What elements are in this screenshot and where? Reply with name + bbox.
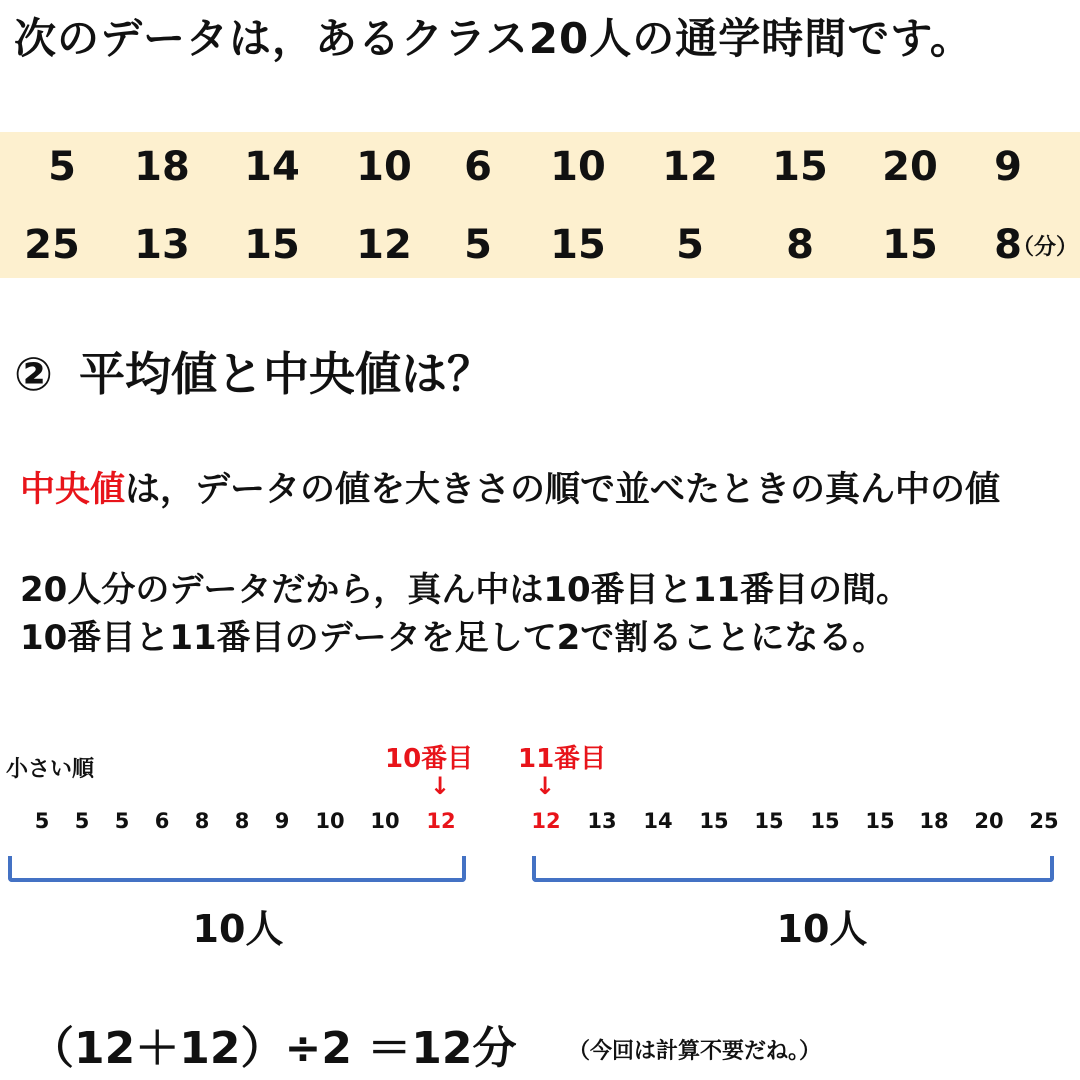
sorted-value: 20 [974,809,1004,833]
sorted-value: 5 [34,809,50,833]
sorted-value: 5 [114,809,130,833]
left-group-bracket [8,856,466,882]
ordinal-11-label: 11番目 [518,744,607,774]
right-group-count: 10人 [776,907,868,951]
calculation-note: （今回は計算不要だね。） [568,1039,822,1064]
data-value: 14 [244,144,300,190]
data-value: 6 [464,144,492,190]
sorted-value-10th: 12 [426,809,456,833]
arrow-down-icon: ↓ [430,772,451,800]
sorted-value: 15 [810,809,840,833]
arrow-down-icon: ↓ [535,772,556,800]
sorted-value: 6 [154,809,170,833]
calculation: （12＋12）÷2 ＝12分 [30,1023,517,1074]
data-value: 12 [356,222,412,268]
sorted-value: 15 [865,809,895,833]
question-number: ② [14,347,53,401]
sorted-value: 15 [699,809,729,833]
sorted-label: 小さい順 [6,757,95,782]
data-value: 13 [134,222,190,268]
data-table [0,132,1080,278]
unit-label: （分） [1012,235,1079,260]
definition-text: は，データの値を大きさの順で並べたときの真ん中の値 [125,470,1001,510]
data-value: 5 [48,144,76,190]
data-value: 25 [24,222,80,268]
sorted-value: 9 [274,809,290,833]
left-group-count: 10人 [192,907,284,951]
ordinal-10-label: 10番目 [385,744,474,774]
sorted-value: 18 [919,809,949,833]
sorted-value: 5 [74,809,90,833]
data-value: 15 [882,222,938,268]
sorted-value: 15 [754,809,784,833]
data-value: 18 [134,144,190,190]
data-value: 15 [244,222,300,268]
data-value: 8 [786,222,814,268]
sorted-value: 8 [194,809,210,833]
data-value: 10 [356,144,412,190]
median-definition [20,462,1000,512]
data-value: 20 [882,144,938,190]
data-value: 8 [994,222,1022,268]
data-value: 5 [676,222,704,268]
sorted-value: 10 [370,809,400,833]
explanation-line-2: 10番目と11番目のデータを足して2で割ることになる。 [20,618,887,658]
sorted-value-11th: 12 [531,809,561,833]
definition-term: 中央値 [20,470,126,510]
data-value: 5 [464,222,492,268]
data-value: 12 [662,144,718,190]
sorted-value: 14 [643,809,673,833]
sorted-value: 10 [315,809,345,833]
sorted-value: 13 [587,809,617,833]
question-text: 平均値と中央値は？ [78,347,493,401]
sorted-value: 25 [1029,809,1059,833]
page-title: 次のデータは，あるクラス20人の通学時間です。 [14,14,973,63]
question-heading [14,338,493,404]
data-value: 9 [994,144,1022,190]
data-value: 15 [550,222,606,268]
data-value: 10 [550,144,606,190]
right-group-bracket [532,856,1054,882]
sorted-value: 8 [234,809,250,833]
explanation-line-1: 20人分のデータだから，真ん中は10番目と11番目の間。 [20,570,910,610]
data-value: 15 [772,144,828,190]
